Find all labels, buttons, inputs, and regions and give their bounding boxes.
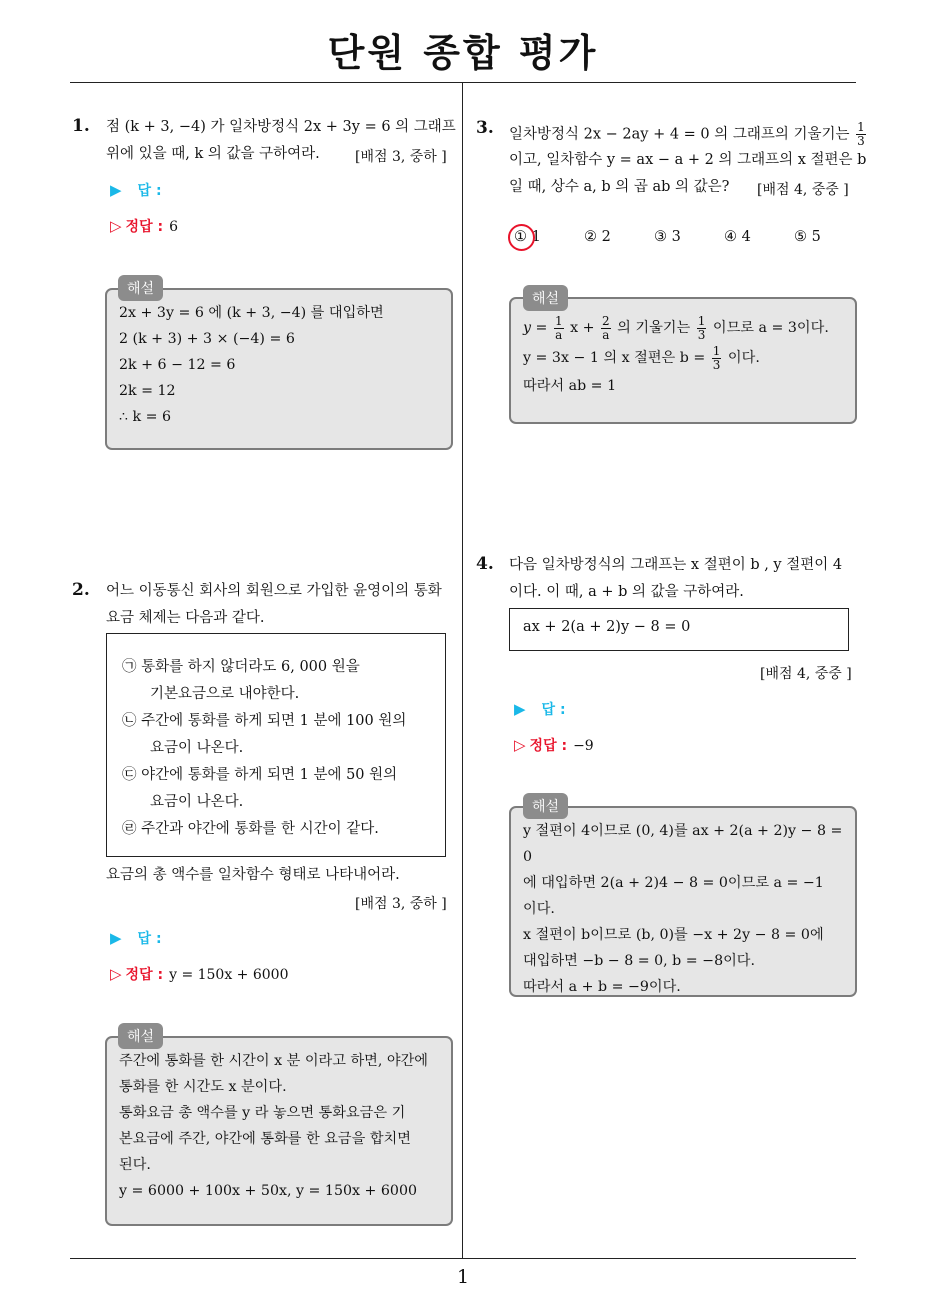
question-2-after: 요금의 총 액수를 일차함수 형태로 나타내어라. bbox=[106, 867, 400, 883]
solution-line: 에 대입하면 2(a + 2)4 − 8 = 0이므로 a = −1 bbox=[523, 875, 824, 891]
question-1-correct bbox=[110, 216, 178, 236]
question-2-answer: ▶ 답 : bbox=[110, 929, 162, 947]
question-1-number: 1. bbox=[72, 116, 90, 136]
question-4-line-1: 다음 일차방정식의 그래프는 x 절편이 b , y 절편이 4 bbox=[509, 557, 843, 573]
selected-answer-circle bbox=[508, 224, 535, 251]
solution-line: 따라서 a + b = −9이다. bbox=[523, 979, 681, 995]
condition-4: ㉣ 주간과 야간에 통화를 한 시간이 같다. bbox=[122, 821, 379, 837]
page-number: 1 bbox=[456, 1266, 470, 1288]
question-4-number: 4. bbox=[476, 554, 494, 574]
question-3-solution-box bbox=[509, 297, 857, 424]
question-1-points: [배점 3, 중하 ] bbox=[355, 149, 447, 165]
question-2-number: 2. bbox=[72, 580, 90, 600]
triangle-outline-icon: ▷ bbox=[110, 217, 122, 235]
choice-3[interactable]: ③ 3 bbox=[654, 229, 681, 245]
question-3-line-3: 일 때, 상수 a, b 의 곱 ab 의 값은? bbox=[509, 179, 730, 195]
solution-line: ∴ k = 6 bbox=[119, 409, 172, 425]
triangle-outline-icon: ▷ bbox=[514, 736, 526, 754]
question-3-number: 3. bbox=[476, 118, 494, 138]
solution-line: 2x + 3y = 6 에 (k + 3, −4) 를 대입하면 bbox=[119, 305, 384, 321]
choice-4[interactable]: ④ 4 bbox=[724, 229, 751, 245]
question-4-line-2: 이다. 이 때, a + b 의 값을 구하여라. bbox=[509, 584, 744, 600]
solution-line: y 절편이 4이므로 (0, 4)를 ax + 2(a + 2)y − 8 = 0 bbox=[523, 823, 843, 865]
question-2-line-1: 어느 이동통신 회사의 회원으로 가입한 윤영이의 통화 bbox=[106, 583, 442, 599]
question-1-solution-box bbox=[105, 288, 453, 450]
question-3-line-2: 이고, 일차함수 y = ax − a + 2 의 그래프의 x 절편은 b bbox=[509, 152, 867, 168]
question-1-line-2: 위에 있을 때, k 의 값을 구하여라. bbox=[106, 146, 320, 162]
question-2-line-2: 요금 체제는 다음과 같다. bbox=[106, 610, 265, 626]
condition-3-cont: 요금이 나온다. bbox=[150, 794, 244, 810]
play-icon: ▶ bbox=[110, 181, 122, 199]
solution-line: 대입하면 −b − 8 = 0, b = −8이다. bbox=[523, 953, 756, 969]
play-icon: ▶ bbox=[514, 700, 526, 718]
column-divider bbox=[462, 83, 463, 1258]
question-2-points: [배점 3, 중하 ] bbox=[355, 896, 447, 912]
play-icon: ▶ bbox=[110, 929, 122, 947]
solution-line: 본요금에 주간, 야간에 통화를 한 요금을 합치면 bbox=[119, 1131, 411, 1147]
solution-line: 2k + 6 − 12 = 6 bbox=[119, 357, 236, 373]
fraction: $\frac{1}{3}$ bbox=[857, 120, 865, 148]
condition-2-cont: 요금이 나온다. bbox=[150, 740, 244, 756]
solution-tag: 해설 bbox=[118, 275, 163, 301]
choice-1[interactable]: ① 1 bbox=[514, 229, 541, 245]
correct-value: 6 bbox=[169, 219, 178, 235]
bottom-rule bbox=[70, 1258, 856, 1259]
solution-line: 통화요금 총 액수를 y 라 놓으면 통화요금은 기 bbox=[119, 1105, 406, 1121]
page-title: 단원 종합 평가 bbox=[327, 31, 599, 75]
question-2-correct: ▷ 정답 : y = 150x + 6000 bbox=[110, 965, 289, 983]
condition-1-cont: 기본요금으로 내야한다. bbox=[150, 686, 300, 702]
solution-line: y = 3x − 1 의 x 절편은 b = $\frac{1}{3}$ 이다. bbox=[523, 343, 760, 372]
question-1-line-1: 점 (k + 3, −4) 가 일차방정식 2x + 3y = 6 의 그래프 bbox=[106, 119, 456, 135]
solution-line: x 절편이 b이므로 (b, 0)를 −x + 2y − 8 = 0에 bbox=[523, 927, 824, 943]
solution-line: 이다. bbox=[523, 901, 555, 917]
question-1-answer bbox=[110, 180, 162, 200]
correct-label: 정답 : bbox=[125, 219, 164, 235]
question-4-answer: ▶ 답 : bbox=[514, 700, 566, 718]
condition-1: ㉠ 통화를 하지 않더라도 6, 000 원을 bbox=[122, 659, 360, 675]
triangle-outline-icon: ▷ bbox=[110, 965, 122, 983]
question-3-points: [배점 4, 중중 ] bbox=[757, 182, 849, 198]
condition-2: ㉡ 주간에 통화를 하게 되면 1 분에 100 원의 bbox=[122, 713, 407, 729]
question-4-equation-box: ax + 2(a + 2)y − 8 = 0 bbox=[509, 608, 849, 651]
question-4-points: [배점 4, 중중 ] bbox=[760, 666, 852, 682]
condition-3: ㉢ 야간에 통화를 하게 되면 1 분에 50 원의 bbox=[122, 767, 398, 783]
solution-line: 주간에 통화를 한 시간이 x 분 이라고 하면, 야간에 bbox=[119, 1053, 428, 1069]
choice-2[interactable]: ② 2 bbox=[584, 229, 611, 245]
solution-tag: 해설 bbox=[118, 1023, 163, 1049]
solution-line: 따라서 ab = 1 bbox=[523, 378, 617, 394]
question-4-solution-box bbox=[509, 806, 857, 997]
solution-line: y = 6000 + 100x + 50x, y = 150x + 6000 bbox=[119, 1183, 418, 1199]
question-2-conditions-box bbox=[106, 633, 446, 857]
choice-5[interactable]: ⑤ 5 bbox=[794, 229, 821, 245]
solution-line: 2k = 12 bbox=[119, 383, 176, 399]
solution-line: y = $\frac{1}{a}$ x + $\frac{2}{a}$ 의 기울기는 $\frac{1}{3}$ 이므로 a = 3이다. bbox=[523, 313, 829, 342]
solution-line: 2 (k + 3) + 3 × (−4) = 6 bbox=[119, 331, 295, 347]
question-3-line-1: 일차방정식 2x − 2ay + 4 = 0 의 그래프의 기울기는 $\frac{1}{3}$ bbox=[509, 120, 865, 148]
solution-line: 된다. bbox=[119, 1157, 151, 1173]
solution-tag: 해설 bbox=[523, 793, 568, 819]
question-2-solution-box bbox=[105, 1036, 453, 1226]
answer-label: 답 : bbox=[137, 183, 162, 199]
solution-tag: 해설 bbox=[523, 285, 568, 311]
top-rule bbox=[70, 82, 856, 83]
solution-line: 통화를 한 시간도 x 분이다. bbox=[119, 1079, 287, 1095]
question-4-correct: ▷ 정답 : −9 bbox=[514, 736, 594, 754]
